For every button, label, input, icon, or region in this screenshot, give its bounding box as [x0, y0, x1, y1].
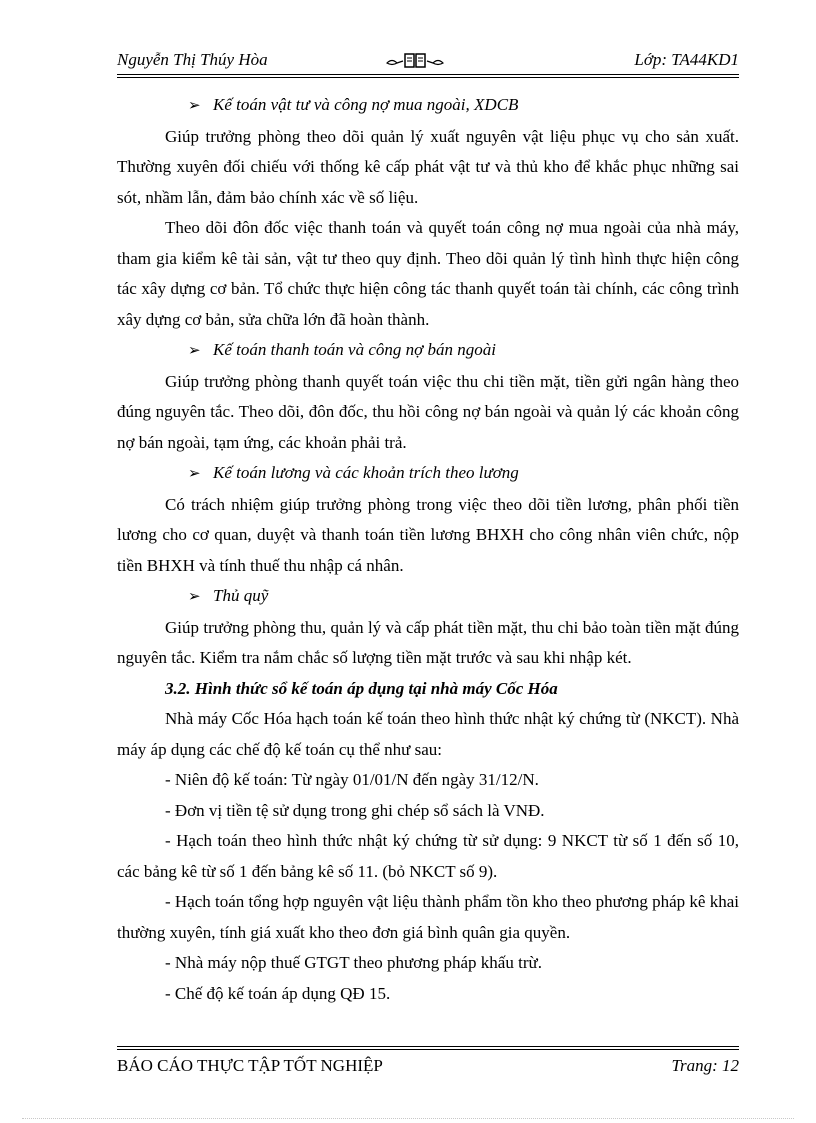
paragraph: Theo dõi đôn đốc việc thanh toán và quyết toán công nợ mua ngoài của nhà máy, tham gia kiểm kê tài sản, vật tư theo quy định. Theo dõi quản lý tình hình thực hiện công tác xây dựng cơ bản. Tổ chức thực hiện công tác thanh quyết toán tài chính, các công trình xây dựng cơ bản, sửa chữa lớn đã hoàn thành.: [117, 218, 739, 329]
bullet-item: [117, 90, 739, 122]
paragraph: Có trách nhiệm giúp trưởng phòng trong việc theo dõi tiền lương, phân phối tiền lương cho cơ quan, duyệt và thanh toán tiền lương BHXH cho công nhân viên chức, nộp tiền BHXH và tính thuế thu nhập cá nhân.: [117, 494, 739, 575]
list-item: - Chế độ kế toán áp dụng QĐ 15.: [165, 983, 391, 1003]
bullet-item: [117, 458, 739, 490]
arrowhead-bullet-icon: ➢: [188, 343, 201, 359]
page-number: Trang: 12: [671, 1056, 739, 1075]
page-header: [117, 48, 739, 78]
book-ornament-icon: [385, 49, 447, 70]
arrowhead-bullet-icon: ➢: [188, 589, 201, 605]
list-item: - Hạch toán tổng hợp nguyên vật liệu thành phẩm tồn kho theo phương pháp kê khai thường xuyên, tính giá xuất kho theo đơn giá bình quân gia quyền.: [117, 892, 739, 942]
header-class: Lớp: TA44KD1: [634, 50, 739, 69]
arrowhead-bullet-icon: ➢: [188, 466, 201, 482]
paragraph: Giúp trưởng phòng theo dõi quản lý xuất nguyên vật liệu phục vụ cho sản xuất. Thường xuyên đối chiếu với thống kê cấp phát vật tư và thủ kho để khắc phục những sai sót, nhầm lẫn, đảm bảo chính xác về số liệu.: [117, 126, 739, 207]
page-edge-divider: [22, 1118, 794, 1119]
paragraph: Giúp trưởng phòng thanh quyết toán việc thu chi tiền mặt, tiền gửi ngân hàng theo đúng nguyên tắc. Theo dõi, đôn đốc, thu hồi công nợ bán ngoài và quản lý các khoản công nợ bán ngoài, tạm ứng, các khoản phải trả.: [117, 371, 739, 452]
section-heading: 3.2. Hình thức sổ kế toán áp dụng tại nhà máy Cốc Hóa: [165, 678, 558, 698]
list-item: - Nhà máy nộp thuế GTGT theo phương pháp khấu trừ.: [165, 953, 542, 972]
page-body: [117, 90, 739, 1009]
list-item: - Niên độ kế toán: Từ ngày 01/01/N đến ngày 31/12/N.: [165, 770, 539, 789]
list-item: - Đơn vị tiền tệ sử dụng trong ghi chép sổ sách là VNĐ.: [165, 800, 545, 820]
header-author: Nguyễn Thị Thúy Hòa: [117, 50, 268, 69]
bullet-text: Kế toán lương và các khoản trích theo lương: [213, 463, 519, 482]
bullet-item: [117, 581, 739, 613]
arrowhead-bullet-icon: ➢: [188, 98, 201, 114]
bullet-text: Kế toán vật tư và công nợ mua ngoài, XDCB: [213, 95, 519, 114]
footer-report-title: BÁO CÁO THỰC TẬP TỐT NGHIỆP: [117, 1056, 383, 1075]
bullet-text: Kế toán thanh toán và công nợ bán ngoài: [213, 340, 496, 359]
page-footer: [117, 1046, 739, 1080]
paragraph: Giúp trưởng phòng thu, quản lý và cấp phát tiền mặt, thu chi bảo toàn tiền mặt đúng nguyên tắc. Kiểm tra nắm chắc số lượng tiền mặt trước và sau khi nhập két.: [117, 617, 739, 667]
bullet-text: Thủ quỹ: [213, 586, 269, 605]
list-item: - Hạch toán theo hình thức nhật ký chứng từ sử dụng: 9 NKCT từ số 1 đến số 10, các bảng kê từ số 1 đến bảng kê số 11. (bỏ NKCT số 9).: [117, 831, 739, 881]
bullet-item: [117, 335, 739, 367]
paragraph: Nhà máy Cốc Hóa hạch toán kế toán theo hình thức nhật ký chứng từ (NKCT). Nhà máy áp dụng các chế độ kế toán cụ thể như sau:: [117, 709, 739, 759]
